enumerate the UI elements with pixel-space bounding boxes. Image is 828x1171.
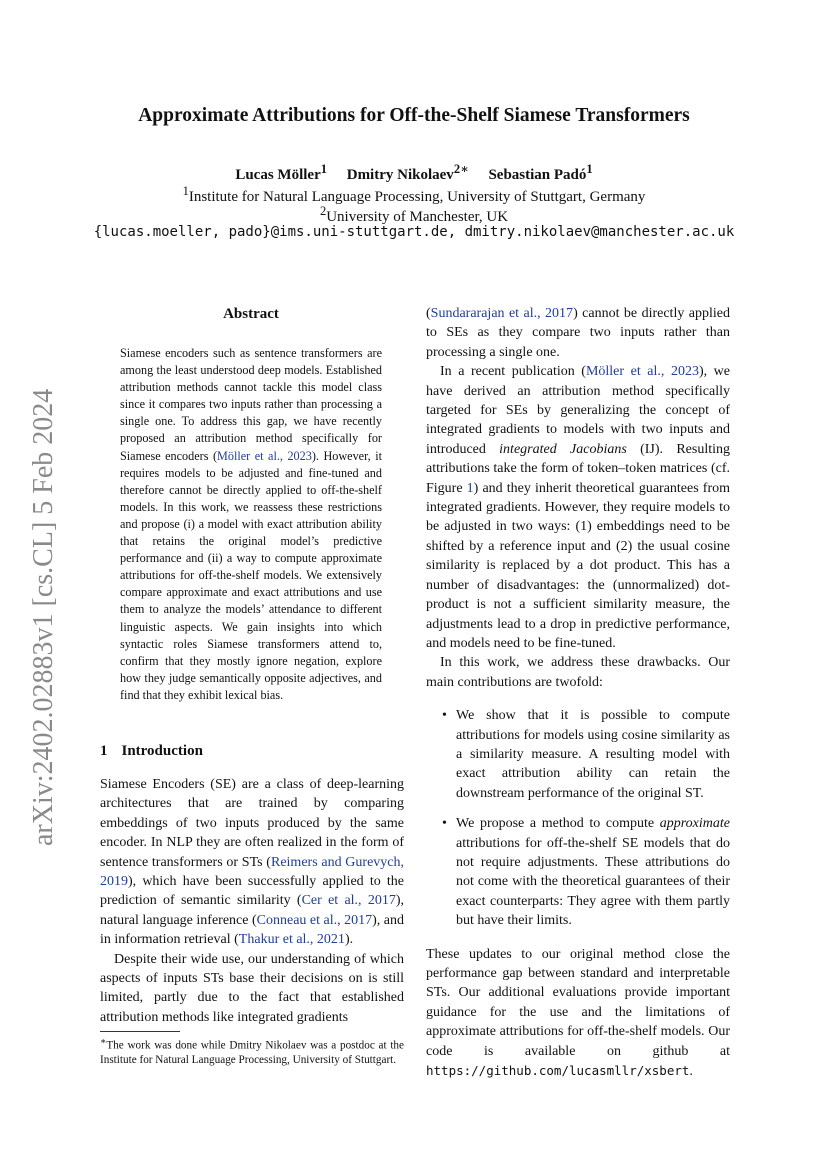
- paragraph: In a recent publication (Möller et al., 2023), we have derived an attribution method specifically targeted for SEs by generalizing the concept of integrated gradients to models with two inputs and introduced integrated Jacobians (IJ). Resulting attributions take the form of token–token matrices (cf. Figure 1) and they inherit theoretical guarantees from integrated gradients. However, they require models to be adjusted in two ways: (1) embeddings need to be shifted by a reference input and (2) the usual cosine similarity is replaced by a dot product. This has a number of disadvantages: the (unnormalized) dot-product is not a sufficient similarity measure, the adjustments lead to a drop in predictive performance, and models need to be fine-tuned.: [426, 364, 731, 651]
- footnote: ∗The work was done while Dmitry Nikolaev was a postdoc at the Institute for Natural Language Processing, University of Stuttgart.: [100, 1037, 404, 1067]
- section-heading-introduction: 1 Introduction: [100, 743, 203, 759]
- paper-title: Approximate Attributions for Off-the-Shelf Siamese Transformers: [138, 105, 690, 126]
- abstract-heading: Abstract: [223, 306, 279, 322]
- right-column-text: [426, 304, 730, 1081]
- author-3: Sebastian Padó$^1$: [488, 162, 593, 183]
- citation-link[interactable]: Reimers and Gurevych, 2019: [100, 854, 405, 890]
- paragraph: Despite their wide use, our understanding of which aspects of inputs STs base their decisions on is still limited, partly due to the fact that established attribution methods like integrated gradients: [100, 951, 404, 1025]
- code-url-link[interactable]: https://github.com/lucasmllr/xsbert: [426, 1063, 690, 1079]
- citation-link[interactable]: Sundararajan et al., 2017: [430, 306, 574, 321]
- citation-link[interactable]: Cer et al., 2017: [301, 893, 396, 909]
- affiliation-2: $^2$University of Manchester, UK: [319, 204, 509, 225]
- citation-link[interactable]: Thakur et al., 2021: [238, 932, 345, 948]
- author-1: Lucas Möller$^1$: [235, 162, 327, 183]
- arxiv-stamp: arXiv:2402.02883v1 [cs.CL] 5 Feb 2024: [28, 388, 59, 846]
- figure-reference-link[interactable]: 1: [466, 480, 474, 496]
- paragraph: In this work, we address these drawbacks. Our main contributions are twofold:: [426, 655, 730, 690]
- paragraph: Siamese Encoders (SE) are a class of deep-learning architectures that are trained by comparing embeddings of two inputs produced by the same encoder. In NLP they are often realized in the form of sentence transformers or STs (Reimers and Gurevych, 2019), which have been successfully applied to the prediction of semantic similarity (Cer et al., 2017), natural language inference (Conneau et al., 2017), and in information retrieval (Thakur et al., 2021).: [100, 777, 405, 948]
- citation-link[interactable]: Möller et al., 2023: [585, 364, 699, 380]
- abstract-text: Siamese encoders such as sentence transformers are among the least understood deep models. Established attribution methods cannot tackle this model class since it compares two inputs rather than processing a single one. To address this gap, we have recently proposed an attribution method specifically for Siamese encoders (Möller et al., 2023). However, it requires models to be adjusted and fine-tuned and therefore cannot be directly applied to off-the-shelf models. In this work, we reassess these restrictions and propose (i) a model with exact attribution ability that retains the original model’s predictive performance and (ii) a way to compute approximate attributions for off-the-shelf models. We extensively compare approximate and exact attributions and use them to analyze the models’ attendance to different linguistic aspects. We gain insights into which syntactic roles Siamese transformers attend to, confirm that they mostly ignore negation, explore how they judge semantically opposite adjectives, and find that they exhibit lexical bias.: [120, 346, 382, 702]
- paragraph: These updates to our original method close the performance gap between standard and interpretable STs. Our additional evaluations provide important guidance for the use and the limitations of approximate attributions for off-the-shelf models. Our code is available on github at https://github.com/lucasmllr/xsbert.: [426, 946, 730, 1080]
- bullet-icon: •: [442, 816, 447, 832]
- bullet-icon: •: [442, 708, 447, 724]
- citation-link[interactable]: Möller et al., 2023: [217, 448, 312, 463]
- affiliation-1: $^1$Institute for Natural Language Processing, University of Stuttgart, Germany: [182, 184, 646, 205]
- paragraph: (Sundararajan et al., 2017) cannot be directly applied to SEs as they compare two inputs rather than processing a single one.: [426, 306, 730, 360]
- author-emails: {lucas.moeller, pado}@ims.uni-stuttgart.de, dmitry.nikolaev@manchester.ac.uk: [93, 224, 735, 240]
- contribution-list: [426, 706, 730, 930]
- footnote-divider: [100, 1031, 180, 1032]
- list-item: • We propose a method to compute approximate attributions for off-the-shelf SE models that do not require adjustments. These attributions do not come with the theoretical guarantees of their exact counterparts: They agree with them partly but have their limits.: [442, 816, 730, 929]
- introduction-text: [100, 775, 404, 1027]
- list-item: • We show that it is possible to compute attributions for models using cosine similarity as a similarity measure. A resulting model with exact attribution ability can retain the downstream performance of the original ST.: [442, 708, 730, 801]
- author-list: [0, 161, 828, 184]
- author-2: Dmitry Nikolaev$^{2∗}$: [346, 162, 469, 183]
- citation-link[interactable]: Conneau et al., 2017: [256, 912, 373, 928]
